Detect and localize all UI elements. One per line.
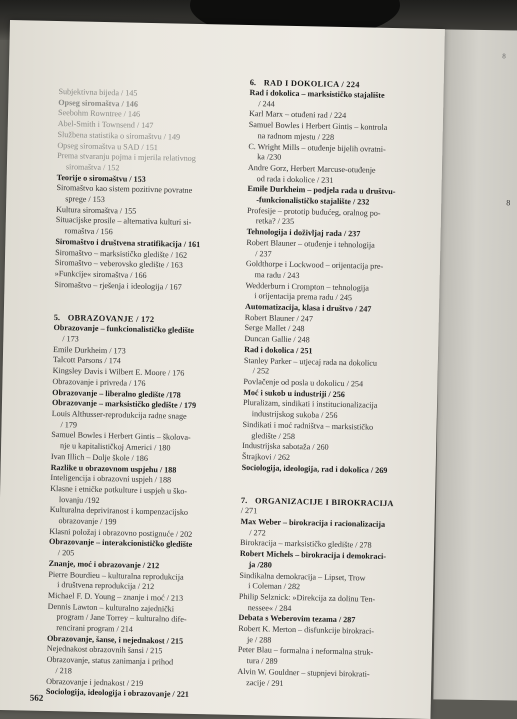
toc-entry: romaštva / 156 — [64, 226, 113, 237]
toc-entry: Louis Althusser-reprodukcija radne snage — [51, 408, 187, 421]
toc-entry: Kulturalna depriviranost i kompenzacijsko — [49, 505, 189, 518]
toc-entry: Emile Durkheim / 173 — [53, 344, 126, 356]
toc-entry: retka? / 235 — [255, 216, 295, 227]
toc-entry: gledište / 258 — [251, 430, 296, 441]
toc-entry: Obrazovanje i privreda / 176 — [52, 376, 146, 388]
chapter-number: 7. — [240, 496, 248, 506]
toc-entry: Sindikalna demokracija – Lipset, Trow — [239, 570, 366, 583]
toc-entry: / 272 — [249, 527, 266, 538]
toc-entry: / 173 — [62, 334, 79, 344]
toc-entry: Industrijska sabotaža / 260 — [242, 441, 329, 452]
margin-mark: 8 — [502, 52, 506, 61]
toc-entry: Abel-Smith i Townsend / 147 — [57, 119, 154, 131]
toc-left-column — [46, 87, 244, 702]
toc-entry: Peter Blau – formalna i neformalna struk- — [237, 645, 374, 658]
toc-entry: / 271 — [240, 506, 258, 516]
toc-entry: Rad i dokolica / 251 — [244, 344, 313, 356]
toc-entry: Obrazovanje – liberalno gledište /178 — [52, 387, 181, 400]
toc-entry: Razlike u obrazovnom uspjehu / 188 — [50, 462, 177, 475]
toc-entry: / 244 — [258, 98, 275, 109]
toc-entry: nje u kapitalističkoj Americi / 180 — [60, 441, 171, 453]
toc-entry: Samuel Bowles i Herbert Gintis – školova- — [51, 430, 191, 443]
toc-entries-poverty — [54, 87, 243, 294]
toc-entry: Rad i dokolica – marksističko stajalište — [249, 88, 385, 100]
toc-entry: lovanju /192 — [58, 494, 100, 505]
toc-entry: ma radu / 243 — [254, 270, 300, 281]
toc-entry: Moć i sukob u industriji / 256 — [243, 387, 345, 399]
toc-entry: Kultura siromaštva / 155 — [55, 204, 137, 216]
toc-right-column — [237, 77, 432, 692]
toc-entry: ja /280 — [248, 559, 272, 570]
toc-entry: Robert Blauner / 247 — [244, 312, 314, 324]
toc-entry: Obrazovanje – interakcionističko gledište — [48, 537, 193, 550]
toc-entry: Alvin W. Gouldner – stupnjevi birokrati- — [237, 666, 370, 679]
margin-mark: 8 — [506, 198, 511, 208]
toc-entry: Samuel Bowles i Herbert Gintis – kontrola — [248, 120, 388, 133]
toc-entry: zacije / 291 — [246, 677, 284, 688]
toc-entry: Siromaštvo – marksističko gledište / 162 — [55, 247, 188, 260]
toc-entry: Klasne i etničke potkulture i uspjeh u ško- — [50, 483, 188, 496]
toc-entry: Službena statistika o siromaštvu / 149 — [57, 129, 181, 142]
toc-entry: Stanley Parker – utjecaj rada na dokolicu — [243, 355, 378, 368]
toc-entry: Nejednakost obrazovnih šansi / 215 — [46, 644, 163, 656]
toc-entry: i Coleman / 282 — [248, 581, 301, 592]
toc-entry: Goldthorpe i Lockwood – orijentacija pre- — [245, 259, 384, 272]
toc-entry: ka /230 — [257, 152, 282, 162]
chapter-title: OBRAZOVANJE / 172 — [67, 313, 155, 325]
toc-entry: obrazovanje / 199 — [58, 516, 117, 527]
chapter-number: 6. — [249, 78, 257, 88]
toc-entry: Teorije o siromaštvu / 153 — [56, 172, 146, 184]
toc-entry: / 179 — [60, 419, 78, 430]
toc-entry: Robert Blauner – otuđenje i tehnologija — [246, 237, 375, 250]
toc-entry: Profesije – prototip budućeg, oralnog po- — [246, 205, 381, 218]
toc-entry: Ivan Illich – Dolje škole / 186 — [50, 451, 149, 463]
toc-entry: je / 288 — [246, 634, 272, 645]
toc-entry: »Funkcije« siromaštva / 166 — [54, 268, 147, 280]
toc-entry: Debata s Weberovim tezama / 287 — [238, 613, 356, 625]
toc-entry: Siromaštvo kao sistem pozitivne povratne — [56, 183, 193, 196]
toc-entry: Obrazovanje, status zanimanja i prihod — [46, 655, 174, 667]
toc-entry: Obrazovanje i jednakost / 219 — [46, 676, 144, 688]
page-number: 562 — [29, 692, 44, 703]
toc-entry: Sociologija, ideologija i obrazovanje / 221 — [45, 687, 189, 700]
toc-entry: Wedderburn i Crompton – tehnologija — [245, 280, 370, 293]
toc-entry: Siromaštvo – veberovsko gledište / 163 — [54, 258, 183, 270]
toc-entry: Povlačenje od posla u dokolicu / 254 — [243, 376, 364, 389]
toc-entry: Klasni položaj i obrazovno postignuće / 202 — [49, 526, 193, 539]
toc-entry: sprege / 153 — [65, 194, 105, 205]
toc-entry: na radnom mjestu / 228 — [257, 131, 335, 142]
toc-entry: Sindikati i moć radništva – marksističko — [242, 419, 374, 432]
toc-entry: / 237 — [255, 248, 272, 259]
toc-entry: C. Wright Mills – otuđenje bijelih ovratni- — [248, 141, 386, 154]
toc-entry: industrijskog sukoba / 256 — [251, 409, 338, 421]
toc-entry: Obrazovanje – funkcionalističko gledište — [53, 323, 195, 336]
toc-entries-work — [242, 88, 432, 477]
toc-entry: Karl Marx – otuđeni rad / 224 — [248, 109, 347, 121]
toc-entry: Prema stvaranju pojma i mjerila relativnog — [57, 151, 196, 164]
toc-entry: Inteligencija i obrazovni uspjeh / 188 — [50, 473, 172, 485]
toc-entry: Znanje, moć i obrazovanje / 212 — [48, 558, 160, 571]
toc-entry: Automatizacija, klasa i društvo / 247 — [244, 302, 372, 314]
toc-entry: Duncan Gallie / 248 — [244, 334, 310, 345]
toc-entry: Pluralizam, sindikati i institucionalizacija — [242, 398, 378, 411]
toc-entry: Opseg siromaštva / 146 — [58, 97, 139, 109]
toc-entry: Andre Gorz, Herbert Marcuse-otuđenje — [247, 162, 376, 175]
toc-entry: Siromaštvo i društvena stratifikacija / 161 — [55, 236, 201, 249]
toc-entry: siromaštva / 152 — [65, 162, 120, 173]
toc-entry: rencirani program / 214 — [56, 623, 134, 634]
toc-entry: Serge Mallet / 248 — [244, 323, 305, 334]
toc-entry: Talcott Parsons / 174 — [52, 355, 121, 366]
toc-entry: nessee« / 284 — [247, 602, 292, 613]
chapter-title: RAD I DOKOLICA / 224 — [263, 78, 360, 90]
toc-entry: Robert Michels – birokracija i demokraci- — [239, 549, 387, 562]
toc-entry: Max Weber – birokracija i racionalizacija — [240, 516, 386, 529]
toc-entry: / 252 — [252, 366, 270, 376]
toc-entry: Robert K. Merton – disfunkcije birokraci- — [238, 623, 375, 636]
toc-entry: Sociologija, ideologija, rad i dokolica / 269 — [241, 462, 388, 475]
toc-entry: Michael F. D. Young – znanje i moć / 213 — [47, 590, 184, 603]
toc-entries-organizations — [237, 506, 423, 692]
toc-entries-education — [46, 323, 239, 701]
book-page — [0, 20, 445, 719]
toc-entry: i orijentacija prema radu / 245 — [254, 291, 353, 303]
chapter-number: 5. — [53, 313, 61, 323]
toc-entry: Tehnologija i doživljaj rada / 237 — [246, 227, 361, 239]
toc-entry: Opseg siromaštva u SAD / 151 — [57, 140, 158, 152]
toc-entry: program / Jane Torrey – kulturalno dife- — [56, 612, 187, 625]
toc-entry: Siromaštvo – rješenja i ideologija / 167 — [54, 279, 182, 292]
toc-entry: / 205 — [57, 548, 75, 558]
toc-entry: -funkcionalističko stajalište / 232 — [256, 195, 370, 207]
toc-entry: Subjektivna bijeda / 145 — [58, 87, 138, 98]
toc-entry: / 218 — [55, 665, 72, 676]
toc-entry: Seebohm Rowntree / 146 — [57, 108, 141, 120]
toc-entry: tura / 289 — [246, 656, 278, 666]
toc-entry: Obrazovanje, šanse, i nejednakost / 215 — [46, 633, 184, 646]
toc-entry: Kingsley Davis i Wilbert E. Moore / 176 — [52, 366, 185, 378]
toc-entry: Philip Selznick: »Direkcija za dolinu Ten- — [238, 591, 376, 604]
toc-entry: Dennis Lawton – kulturalno zajednički — [47, 601, 175, 614]
toc-entry: Situacijske prosile – alternativa kulturi si- — [55, 215, 192, 228]
toc-entry: Pierre Bourdieu – kulturalna reprodukcija — [48, 569, 184, 582]
adjacent-page-edge — [433, 29, 517, 700]
toc-entry: Štrajkovi / 262 — [241, 451, 291, 462]
toc-entry: i društvena reprodukcija / 212 — [57, 580, 155, 592]
chapter-title: ORGANIZACIJE I BIROKRACIJA — [254, 496, 394, 509]
toc-entry: Birokracija – marksističko gledište / 278 — [240, 538, 372, 551]
toc-entry: Emile Durkheim – podjela rada u društvu- — [247, 184, 396, 197]
toc-entry: Obrazovanje – marksističko gledište / 179 — [51, 398, 197, 411]
toc-entry: od rada i dokolice / 231 — [256, 173, 334, 185]
